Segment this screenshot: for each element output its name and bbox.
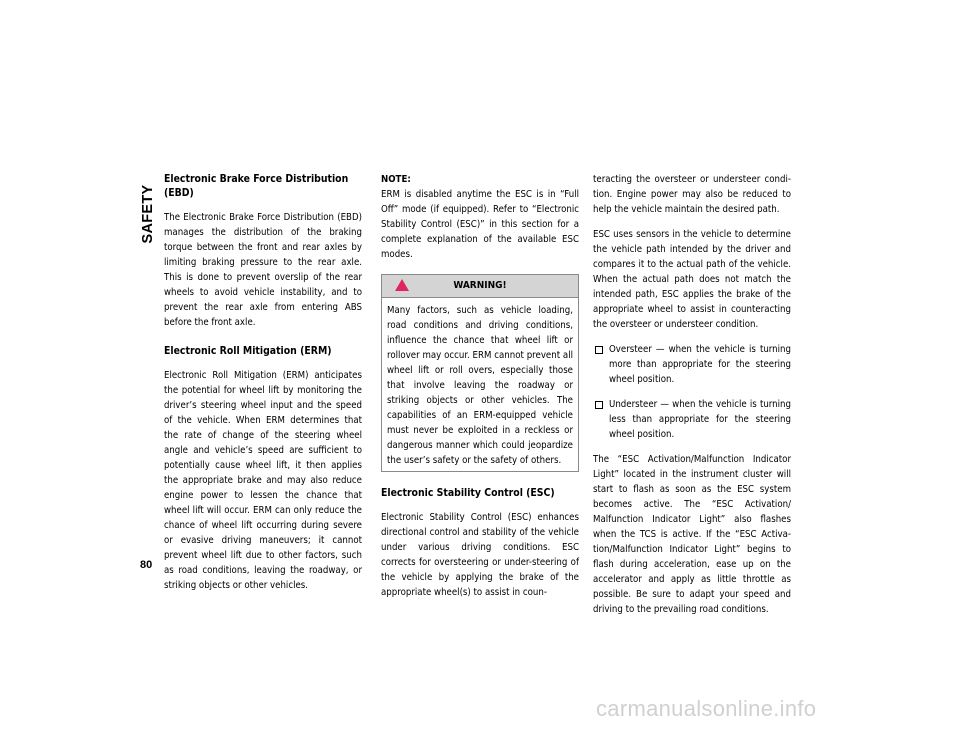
indicator-paragraph: The “ESC Activation/Malfunction Indicator Light” located in the instrument cluster will start to flash as soon as the ESC system becomes active. The “ESC Activation/ Malfunction Indicator Light” also flashes when the TCS is active. If the “ESC Activa-tion/Malfunction Indicator Light” begins to flash during acceleration, ease up on the accelerator and apply as little throttle as possible. Be sure to adapt your speed and driving to the prevailing road conditions.	[593, 454, 791, 615]
warning-box	[381, 274, 579, 472]
section-tab-label: SAFETY	[140, 184, 156, 244]
list-item	[593, 342, 791, 387]
bullet-understeer: Understeer — when the vehicle is turning less than appropriate for the steering wheel position.	[609, 399, 791, 440]
erm-paragraph: Electronic Roll Mitigation (ERM) anticipates the potential for wheel lift by monitoring the driver’s steering wheel input and the speed of the vehicle. When ERM determines that the rate of change of the steering wheel angle and vehicle’s speed are sufficient to potentially cause wheel lift, it then applies the appropriate brake and may also reduce engine power to lessen the chance that wheel lift will occur. ERM can only reduce the chance of wheel lift occurring during severe or evasive driving maneuvers; it cannot prevent wheel lift due to other factors, such as road conditions, leaving the roadway, or striking objects or other vehicles.	[164, 370, 362, 591]
ebd-paragraph: The Electronic Brake Force Distribution (EBD) manages the distribution of the braking torque between the front and rear axles by limiting braking pressure to the rear axle. This is done to prevent overslip of the rear wheels to avoid vehicle instability, and to prevent the rear axle from entering ABS before the front axle.	[164, 212, 362, 328]
esc-paragraph: Electronic Stability Control (ESC) enhances directional control and stability of the vehicle under various driving conditions. ESC corrects for oversteering or under-steering of the vehicle by applying the brake of the appropriate wheel(s) to assist in coun-	[381, 512, 579, 598]
watermark-text: carmanualsonline.info	[596, 696, 817, 721]
section-tab	[140, 172, 156, 256]
ebd-heading: Electronic Brake Force Distribution (EBD)	[164, 173, 349, 199]
esc-continued-paragraph: teracting the oversteer or understeer condi-tion. Engine power may also be reduced to help the vehicle maintain the desired path.	[593, 174, 791, 215]
note-label: NOTE:	[381, 174, 411, 185]
column-right	[593, 172, 791, 627]
column-left	[164, 172, 362, 603]
esc-sensors-paragraph: ESC uses sensors in the vehicle to determine the vehicle path intended by the driver and compares it to the actual path of the vehicle. When the actual path does not match the intended path, ESC applies the brake of the appropriate wheel to assist in counteracting the oversteer or understeer condition.	[593, 229, 791, 330]
list-item	[593, 397, 791, 442]
warning-body	[382, 298, 578, 471]
erm-heading: Electronic Roll Mitigation (ERM)	[164, 345, 332, 357]
bullet-oversteer: Oversteer — when the vehicle is turning more than appropriate for the steering wheel position.	[609, 344, 791, 385]
warning-header	[382, 275, 578, 298]
esc-heading: Electronic Stability Control (ESC)	[381, 487, 555, 499]
note-paragraph: ERM is disabled anytime the ESC is in “Full Off” mode (if equipped). Refer to “Electronic Stability Control (ESC)” in this section for a complete explanation of the available ESC modes.	[381, 189, 579, 260]
page-number: 80	[140, 559, 153, 571]
warning-title: WARNING!	[453, 280, 507, 291]
column-middle	[381, 172, 579, 610]
checkbox-bullet-icon	[595, 401, 603, 409]
checkbox-bullet-icon	[595, 346, 603, 354]
warning-paragraph: Many factors, such as vehicle loading, road conditions and driving conditions, influence the chance that wheel lift or rollover may occur. ERM cannot prevent all wheel lift or roll overs, especially those that involve leaving the roadway or striking objects or other vehicles. The capabilities of an ERM-equipped vehicle must never be exploited in a reckless or dangerous manner which could jeopardize the user’s safety or the safety of others.	[387, 305, 573, 466]
